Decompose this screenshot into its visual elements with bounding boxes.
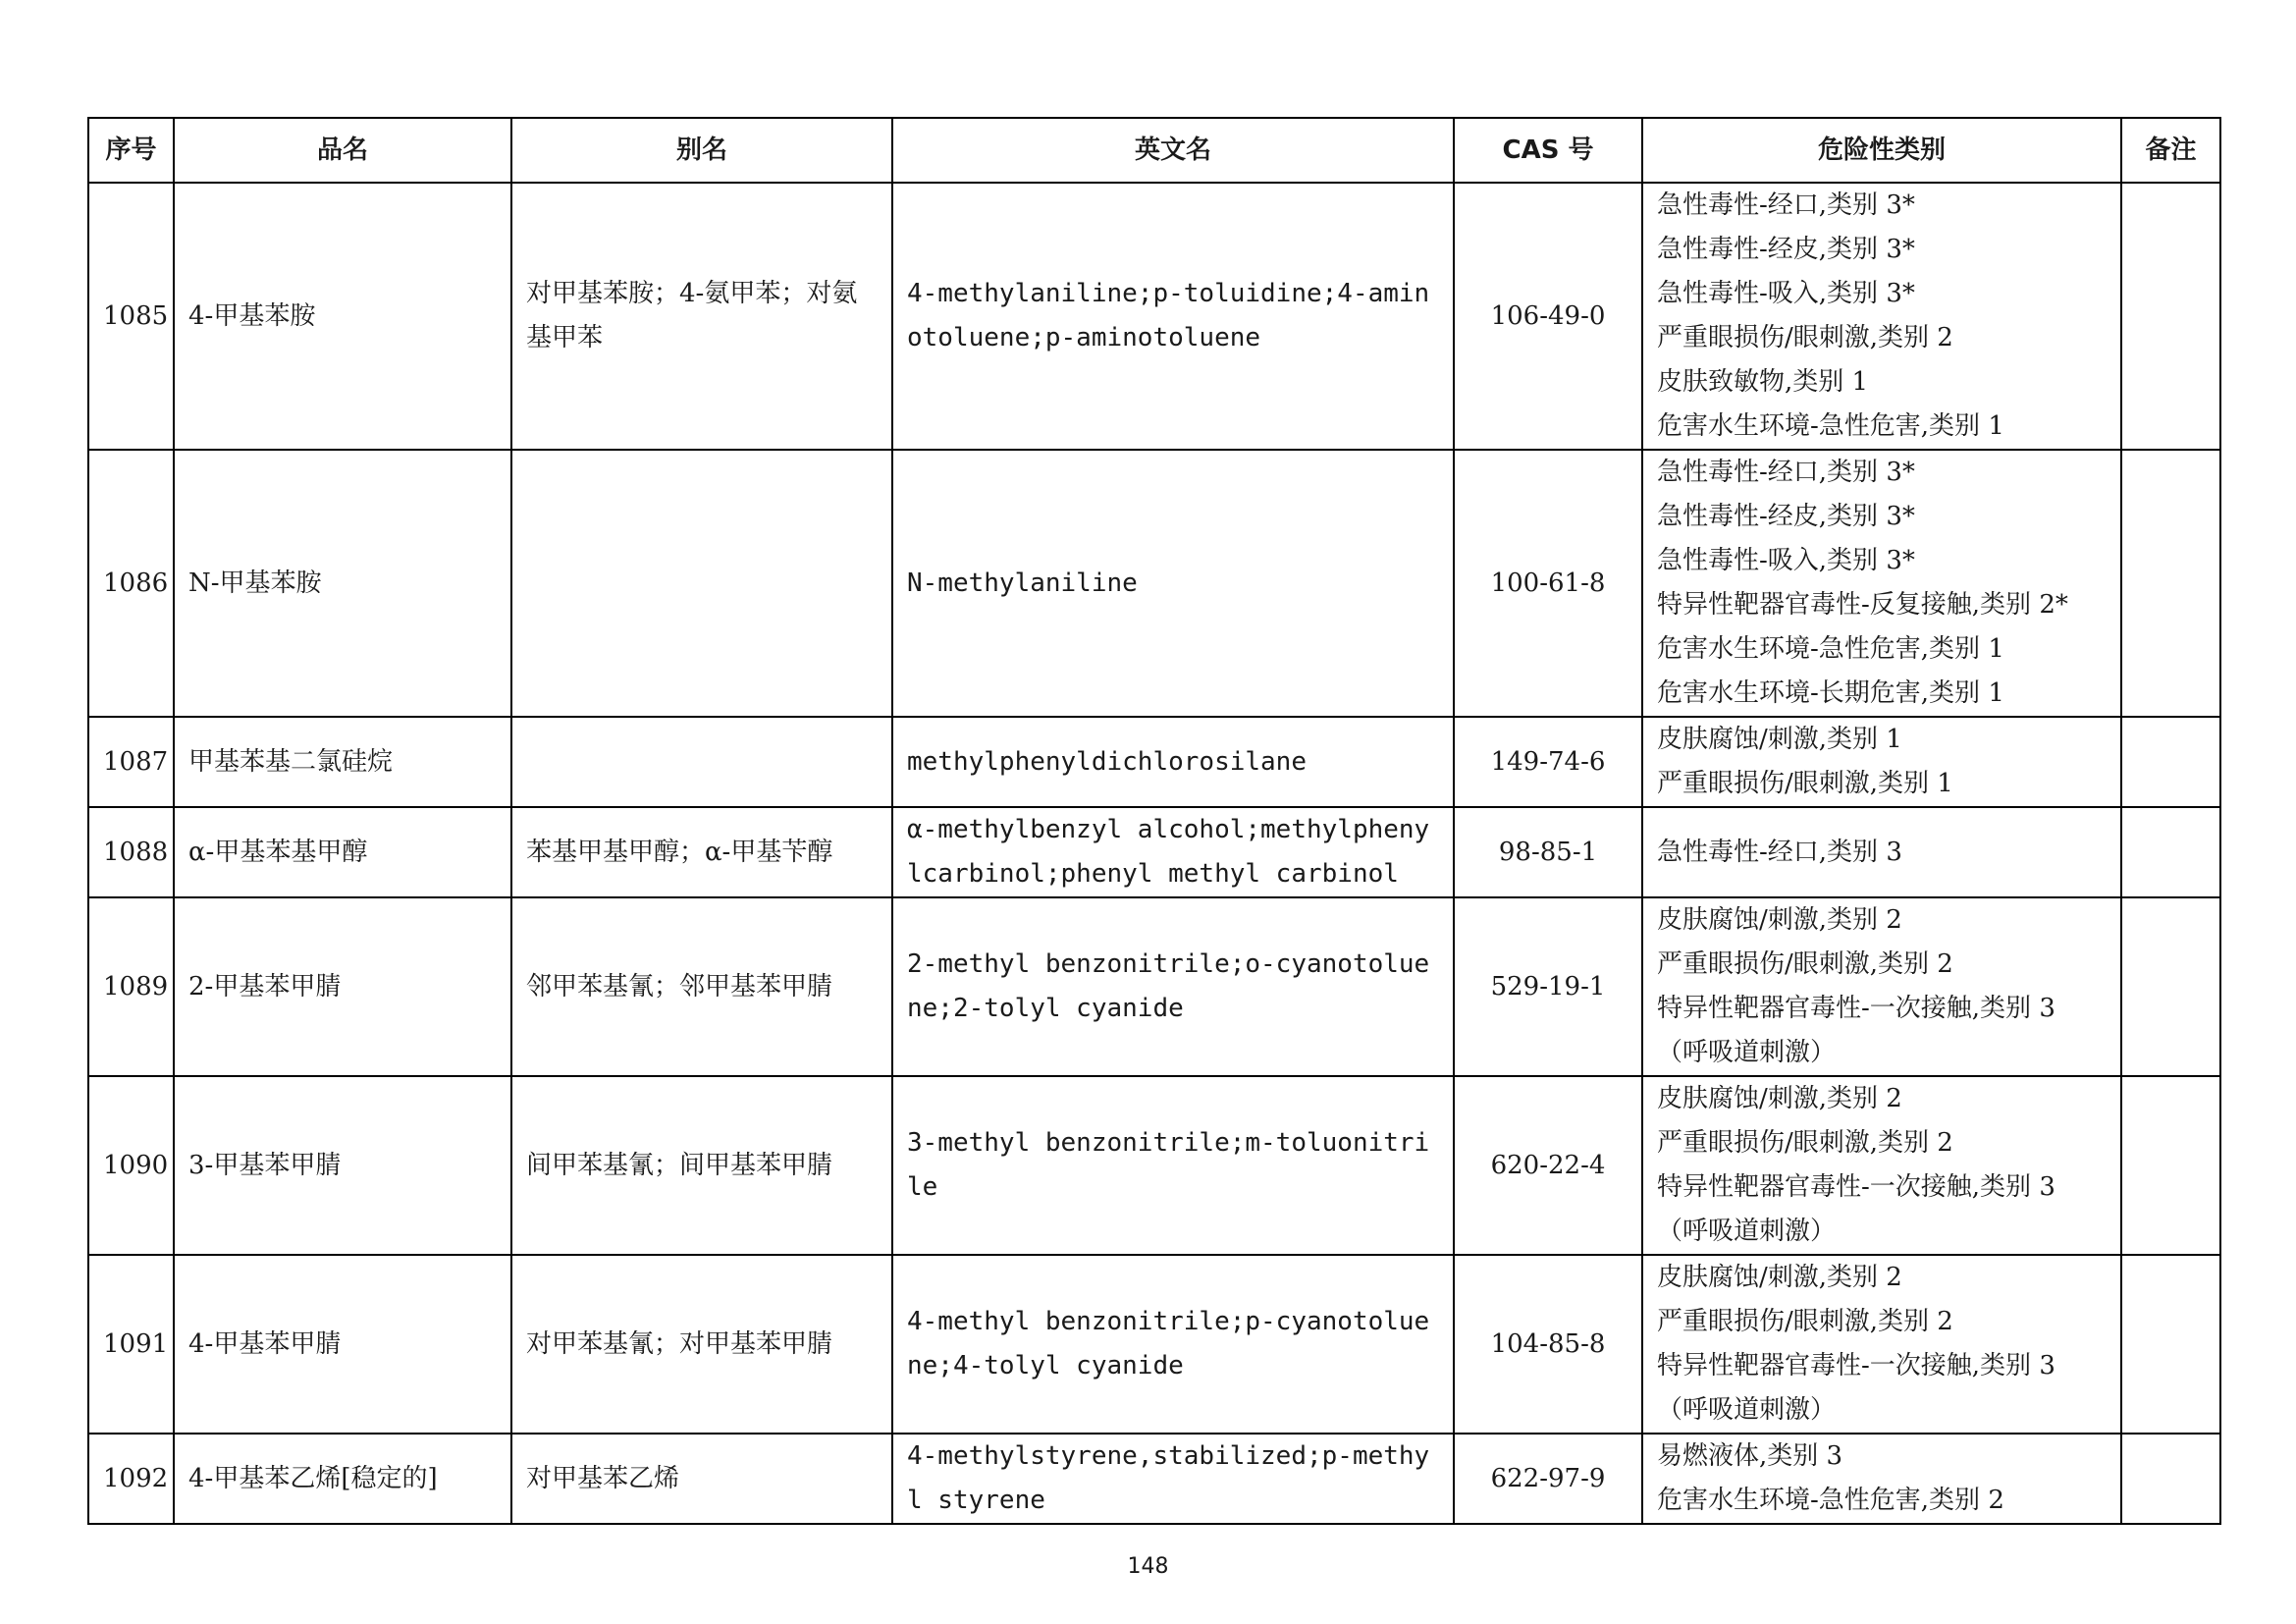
header-alias: 别名 <box>511 118 892 183</box>
cell-hazards <box>1642 183 2121 450</box>
table-row <box>88 183 2220 450</box>
cell-name: α-甲基苯基甲醇 <box>174 807 511 897</box>
table-row <box>88 717 2220 807</box>
cell-hazards <box>1642 1076 2121 1255</box>
hazard-line: 急性毒性-经皮,类别 3* <box>1657 235 1915 264</box>
hazard-line: 严重眼损伤/眼刺激,类别 1 <box>1657 769 1953 798</box>
cell-num: 1085 <box>88 183 174 450</box>
hazard-line: 急性毒性-吸入,类别 3* <box>1657 279 1915 308</box>
cell-remark <box>2121 183 2220 450</box>
cell-alias: 对甲基苯乙烯 <box>511 1434 892 1524</box>
cell-alias: 间甲苯基氰；间甲基苯甲腈 <box>511 1076 892 1255</box>
table-body <box>88 183 2220 1524</box>
hazard-line: 皮肤腐蚀/刺激,类别 2 <box>1657 1084 1902 1113</box>
cell-english: 3-methyl benzonitrile;m-toluonitrile <box>892 1076 1454 1255</box>
cell-remark <box>2121 1255 2220 1434</box>
cell-hazards <box>1642 1255 2121 1434</box>
cell-remark <box>2121 1434 2220 1524</box>
cell-cas: 620-22-4 <box>1454 1076 1642 1255</box>
hazardous-chemicals-table <box>87 117 2221 1525</box>
hazard-line: 急性毒性-经口,类别 3* <box>1657 190 1915 220</box>
cell-english: α-methylbenzyl alcohol;methylphenylcarbinol;phenyl methyl carbinol <box>892 807 1454 897</box>
cell-english: 2-methyl benzonitrile;o-cyanotoluene;2-tolyl cyanide <box>892 897 1454 1076</box>
cell-cas: 622-97-9 <box>1454 1434 1642 1524</box>
hazard-line: 危害水生环境-急性危害,类别 2 <box>1657 1486 2004 1515</box>
hazard-line: 严重眼损伤/眼刺激,类别 2 <box>1657 949 1953 979</box>
cell-cas: 104-85-8 <box>1454 1255 1642 1434</box>
cell-alias <box>511 717 892 807</box>
table-row <box>88 1434 2220 1524</box>
hazard-line: （呼吸道刺激） <box>1657 1395 1837 1425</box>
hazard-line: 危害水生环境-长期危害,类别 1 <box>1657 678 2004 708</box>
hazard-line: 急性毒性-经口,类别 3 <box>1657 837 1902 867</box>
cell-alias: 苯基甲基甲醇；α-甲基苄醇 <box>511 807 892 897</box>
hazard-line: 特异性靶器官毒性-反复接触,类别 2* <box>1657 590 2068 620</box>
cell-cas: 98-85-1 <box>1454 807 1642 897</box>
hazard-line: 皮肤腐蚀/刺激,类别 2 <box>1657 905 1902 935</box>
hazard-line: 严重眼损伤/眼刺激,类别 2 <box>1657 1128 1953 1158</box>
cell-num: 1087 <box>88 717 174 807</box>
cell-cas: 529-19-1 <box>1454 897 1642 1076</box>
cell-remark <box>2121 897 2220 1076</box>
table-row <box>88 1076 2220 1255</box>
header-name: 品名 <box>174 118 511 183</box>
cell-cas: 100-61-8 <box>1454 450 1642 717</box>
cell-num: 1086 <box>88 450 174 717</box>
hazard-line: （呼吸道刺激） <box>1657 1038 1837 1067</box>
cell-hazards <box>1642 717 2121 807</box>
table-row <box>88 1255 2220 1434</box>
cell-english: N-methylaniline <box>892 450 1454 717</box>
header-num: 序号 <box>88 118 174 183</box>
cell-name: 2-甲基苯甲腈 <box>174 897 511 1076</box>
cell-alias <box>511 450 892 717</box>
cell-remark <box>2121 807 2220 897</box>
hazard-line: 特异性靶器官毒性-一次接触,类别 3 <box>1657 1172 2056 1202</box>
page-number: 148 <box>1127 1554 1169 1579</box>
table-header-row <box>88 118 2220 183</box>
cell-alias: 对甲基苯胺；4-氨甲苯；对氨基甲苯 <box>511 183 892 450</box>
hazard-line: 危害水生环境-急性危害,类别 1 <box>1657 634 2004 664</box>
cell-remark <box>2121 717 2220 807</box>
cell-english: 4-methylstyrene,stabilized;p-methyl styrene <box>892 1434 1454 1524</box>
cell-alias: 邻甲苯基氰；邻甲基苯甲腈 <box>511 897 892 1076</box>
cell-hazards <box>1642 450 2121 717</box>
hazard-line: 急性毒性-吸入,类别 3* <box>1657 546 1915 575</box>
cell-num: 1091 <box>88 1255 174 1434</box>
header-remark: 备注 <box>2121 118 2220 183</box>
cell-hazards <box>1642 807 2121 897</box>
cell-hazards <box>1642 897 2121 1076</box>
hazard-line: 急性毒性-经皮,类别 3* <box>1657 502 1915 531</box>
cell-cas: 149-74-6 <box>1454 717 1642 807</box>
table-row <box>88 807 2220 897</box>
hazard-line: 易燃液体,类别 3 <box>1657 1441 1843 1471</box>
cell-num: 1090 <box>88 1076 174 1255</box>
hazard-line: 严重眼损伤/眼刺激,类别 2 <box>1657 1307 1953 1336</box>
cell-name: 4-甲基苯甲腈 <box>174 1255 511 1434</box>
header-cas: CAS 号 <box>1454 118 1642 183</box>
hazard-line: 特异性靶器官毒性-一次接触,类别 3 <box>1657 1351 2056 1380</box>
cell-name: 4-甲基苯乙烯[稳定的] <box>174 1434 511 1524</box>
header-english: 英文名 <box>892 118 1454 183</box>
cell-name: 3-甲基苯甲腈 <box>174 1076 511 1255</box>
hazard-line: 急性毒性-经口,类别 3* <box>1657 458 1915 487</box>
hazard-line: 特异性靶器官毒性-一次接触,类别 3 <box>1657 994 2056 1023</box>
cell-english: 4-methyl benzonitrile;p-cyanotoluene;4-tolyl cyanide <box>892 1255 1454 1434</box>
cell-num: 1088 <box>88 807 174 897</box>
cell-english: 4-methylaniline;p-toluidine;4-aminotoluene;p-aminotoluene <box>892 183 1454 450</box>
table-row <box>88 897 2220 1076</box>
hazard-line: 危害水生环境-急性危害,类别 1 <box>1657 411 2004 441</box>
cell-name: 4-甲基苯胺 <box>174 183 511 450</box>
cell-num: 1089 <box>88 897 174 1076</box>
cell-remark <box>2121 1076 2220 1255</box>
cell-name: 甲基苯基二氯硅烷 <box>174 717 511 807</box>
hazard-line: （呼吸道刺激） <box>1657 1217 1837 1246</box>
cell-alias: 对甲苯基氰；对甲基苯甲腈 <box>511 1255 892 1434</box>
cell-remark <box>2121 450 2220 717</box>
cell-english: methylphenyldichlorosilane <box>892 717 1454 807</box>
cell-name: N-甲基苯胺 <box>174 450 511 717</box>
hazard-line: 皮肤致敏物,类别 1 <box>1657 367 1869 397</box>
cell-num: 1092 <box>88 1434 174 1524</box>
cell-cas: 106-49-0 <box>1454 183 1642 450</box>
table-row <box>88 450 2220 717</box>
header-hazard: 危险性类别 <box>1642 118 2121 183</box>
cell-hazards <box>1642 1434 2121 1524</box>
hazard-line: 皮肤腐蚀/刺激,类别 2 <box>1657 1263 1902 1292</box>
hazard-line: 皮肤腐蚀/刺激,类别 1 <box>1657 725 1902 754</box>
hazard-line: 严重眼损伤/眼刺激,类别 2 <box>1657 323 1953 352</box>
